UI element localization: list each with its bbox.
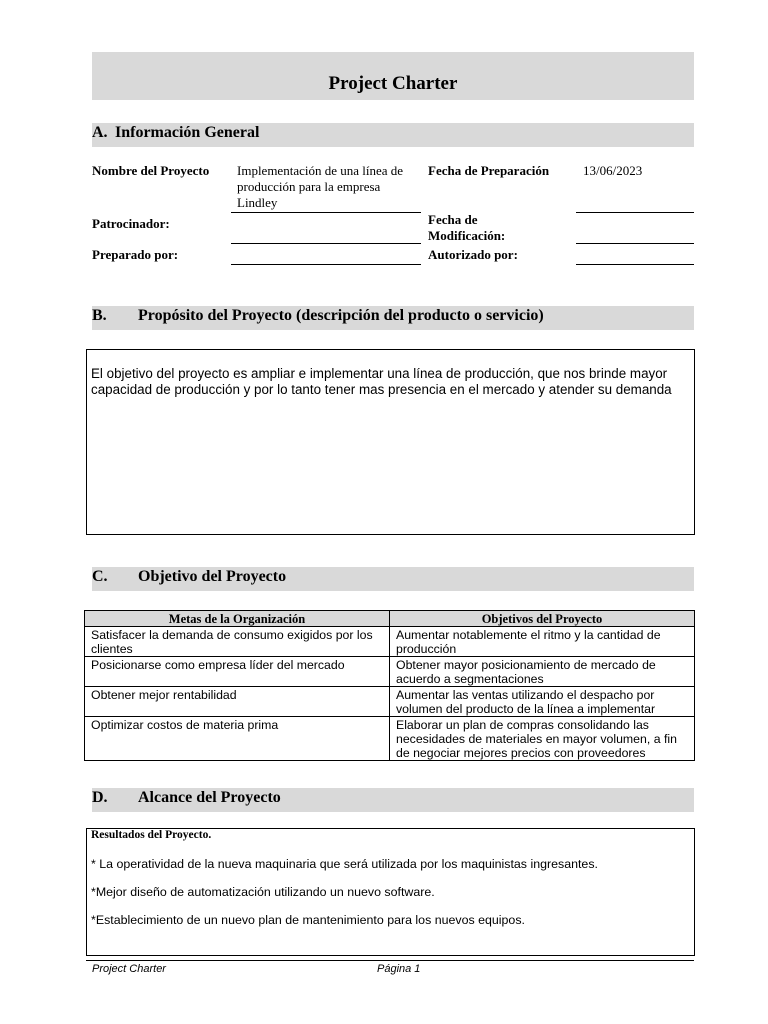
table-row	[85, 657, 695, 687]
section-a-header	[92, 123, 694, 147]
footer-page-number: Página 1	[377, 963, 421, 975]
section-d-title: Alcance del Proyecto	[138, 789, 281, 806]
objectives-table	[84, 610, 695, 761]
prep-date-value: 13/06/2023	[583, 163, 643, 178]
section-b-header	[92, 306, 694, 330]
scope-item: * La operatividad de la nueva maquinaria que será utilizada por los maquinistas ingresantes.	[91, 857, 598, 871]
project-name-underline	[231, 212, 421, 213]
section-c-header	[92, 567, 694, 591]
table-row	[85, 627, 695, 657]
objective-cell: Elaborar un plan de compras consolidando las necesidades de materiales en mayor volumen, a fin de negociar mejores precios con proveedores	[390, 717, 695, 761]
scope-heading: Resultados del Proyecto.	[91, 829, 212, 841]
scope-item: *Mejor diseño de automatización utilizando un nuevo software.	[91, 885, 435, 899]
authorized-by-label: Autorizado por:	[428, 247, 518, 262]
sponsor-label: Patrocinador:	[92, 216, 170, 231]
goal-cell: Obtener mejor rentabilidad	[85, 687, 390, 717]
objective-cell: Obtener mayor posicionamiento de mercado de acuerdo a segmentaciones	[390, 657, 695, 687]
sponsor-underline	[231, 243, 421, 244]
objective-cell: Aumentar las ventas utilizando el despacho por volumen del producto de la línea a implementar	[390, 687, 695, 717]
prepared-by-label: Preparado por:	[92, 247, 179, 262]
section-c-title: Objetivo del Proyecto	[138, 568, 287, 585]
mod-date-underline	[576, 243, 694, 244]
goal-cell: Posicionarse como empresa líder del mercado	[85, 657, 390, 687]
section-a-letter: A.	[92, 124, 108, 141]
goal-cell: Optimizar costos de materia prima	[85, 717, 390, 761]
project-name-label: Nombre del Proyecto	[92, 163, 210, 178]
mod-date-label: Fecha de Modificación:	[428, 212, 506, 243]
footer-divider	[86, 960, 694, 961]
section-d-header	[92, 788, 694, 812]
section-b-title: Propósito del Proyecto (descripción del producto o servicio)	[138, 307, 544, 324]
footer-title: Project Charter	[92, 963, 166, 975]
section-b-letter: B.	[92, 307, 107, 324]
project-name-value: Implementación de una línea de producción para la empresa Lindley	[237, 163, 404, 210]
table-row	[85, 717, 695, 761]
prepared-by-underline	[231, 264, 421, 265]
goal-cell: Satisfacer la demanda de consumo exigidos por los clientes	[85, 627, 390, 657]
prep-date-label: Fecha de Preparación	[428, 163, 550, 178]
document-title: Project Charter	[92, 52, 694, 100]
purpose-text: El objetivo del proyecto es ampliar e implementar una línea de producción, que nos brinde mayor capacidad de producción y por lo tanto tener mas presencia en el mercado y atender su demanda	[91, 366, 672, 397]
table-row	[85, 687, 695, 717]
objective-cell: Aumentar notablemente el ritmo y la cantidad de producción	[390, 627, 695, 657]
prep-date-underline	[576, 212, 694, 213]
authorized-by-underline	[576, 264, 694, 265]
section-d-letter: D.	[92, 789, 108, 806]
objectives-header: Objetivos del Proyecto	[390, 611, 695, 627]
section-c-letter: C.	[92, 568, 108, 585]
section-a-title: Información General	[115, 124, 260, 141]
scope-item: *Establecimiento de un nuevo plan de mantenimiento para los nuevos equipos.	[91, 913, 525, 927]
goals-header: Metas de la Organización	[85, 611, 390, 627]
